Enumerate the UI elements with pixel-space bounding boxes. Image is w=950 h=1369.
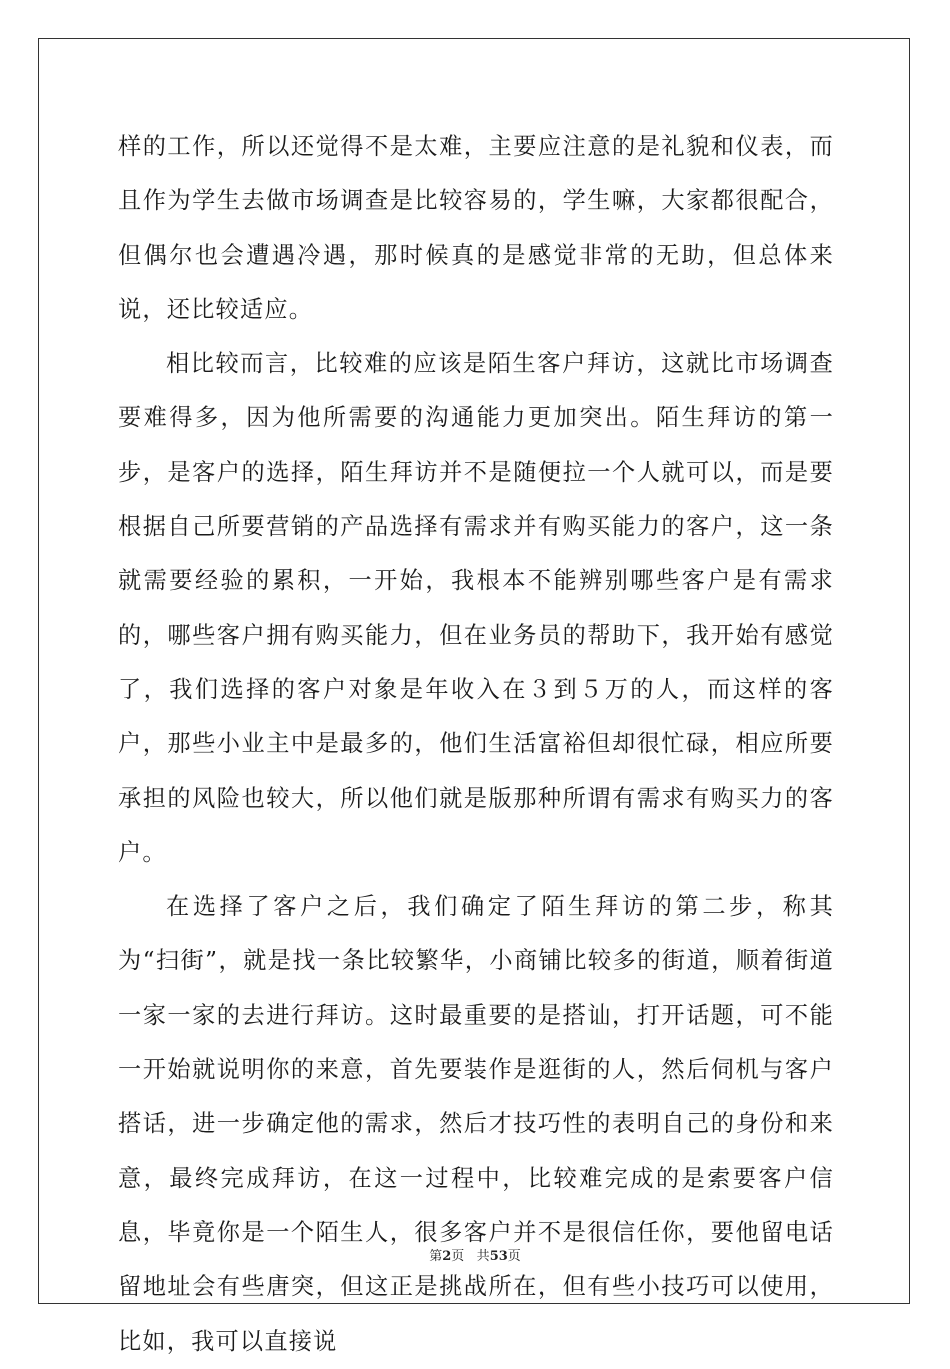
paragraph-2: 相比较而言，比较难的应该是陌生客户拜访，这就比市场调查要难得多，因为他所需要的沟通能力更加突出。陌生拜访的第一步，是客户的选择，陌生拜访并不是随便拉一个人就可以，而是要根据自己所要营销的产品选择有需求并有购买能力的客户，这一条就需要经验的累积，一开始，我根本不能辨别哪些客户是有需求的，哪些客户拥有购买能力，但在业务员的帮助下，我开始有感觉了，我们选择的客户对象是年收入在３到５万的人，而这样的客户，那些小业主中是最多的，他们生活富裕但却很忙碌，相应所要承担的风险也较大，所以他们就是版那种所谓有需求有购买力的客户。	[118, 350, 834, 866]
page-number-prefix: 第	[429, 1249, 443, 1264]
paragraph-1: 样的工作，所以还觉得不是太难，主要应注意的是礼貌和仪表，而且作为学生去做市场调查是比较容易的，学生嘛，大家都很配合，但偶尔也会遭遇冷遇，那时候真的是感觉非常的无助，但总体来说，还比较适应。	[118, 133, 834, 323]
paragraph-3: 在选择了客户之后，我们确定了陌生拜访的第二步，称其为“扫街”，就是找一条比较繁华，小商铺比较多的街道，顺着街道一家一家的去进行拜访。这时最重要的是搭讪，打开话题，可不能一开始就说明你的来意，首先要装作是逛街的人，然后伺机与客户搭话，进一步确定他的需求，然后才技巧性的表明自己的身份和来意，最终完成拜访，在这一过程中，比较难完成的是索要客户信息，毕竟你是一个陌生人，很多客户并不是很信任你，要他留电话留地址会有些唐突，但这正是挑战所在，但有些小技巧可以使用，比如，我可以直接说	[118, 893, 834, 1355]
page-footer	[0, 1248, 950, 1266]
page-total-unit: 页	[507, 1249, 521, 1264]
page-number-unit: 页	[451, 1249, 465, 1264]
page-total-count: 53	[489, 1249, 508, 1264]
document-body	[118, 120, 834, 1369]
page-total-prefix: 共	[476, 1249, 490, 1264]
page-number-current: 2	[442, 1249, 452, 1264]
